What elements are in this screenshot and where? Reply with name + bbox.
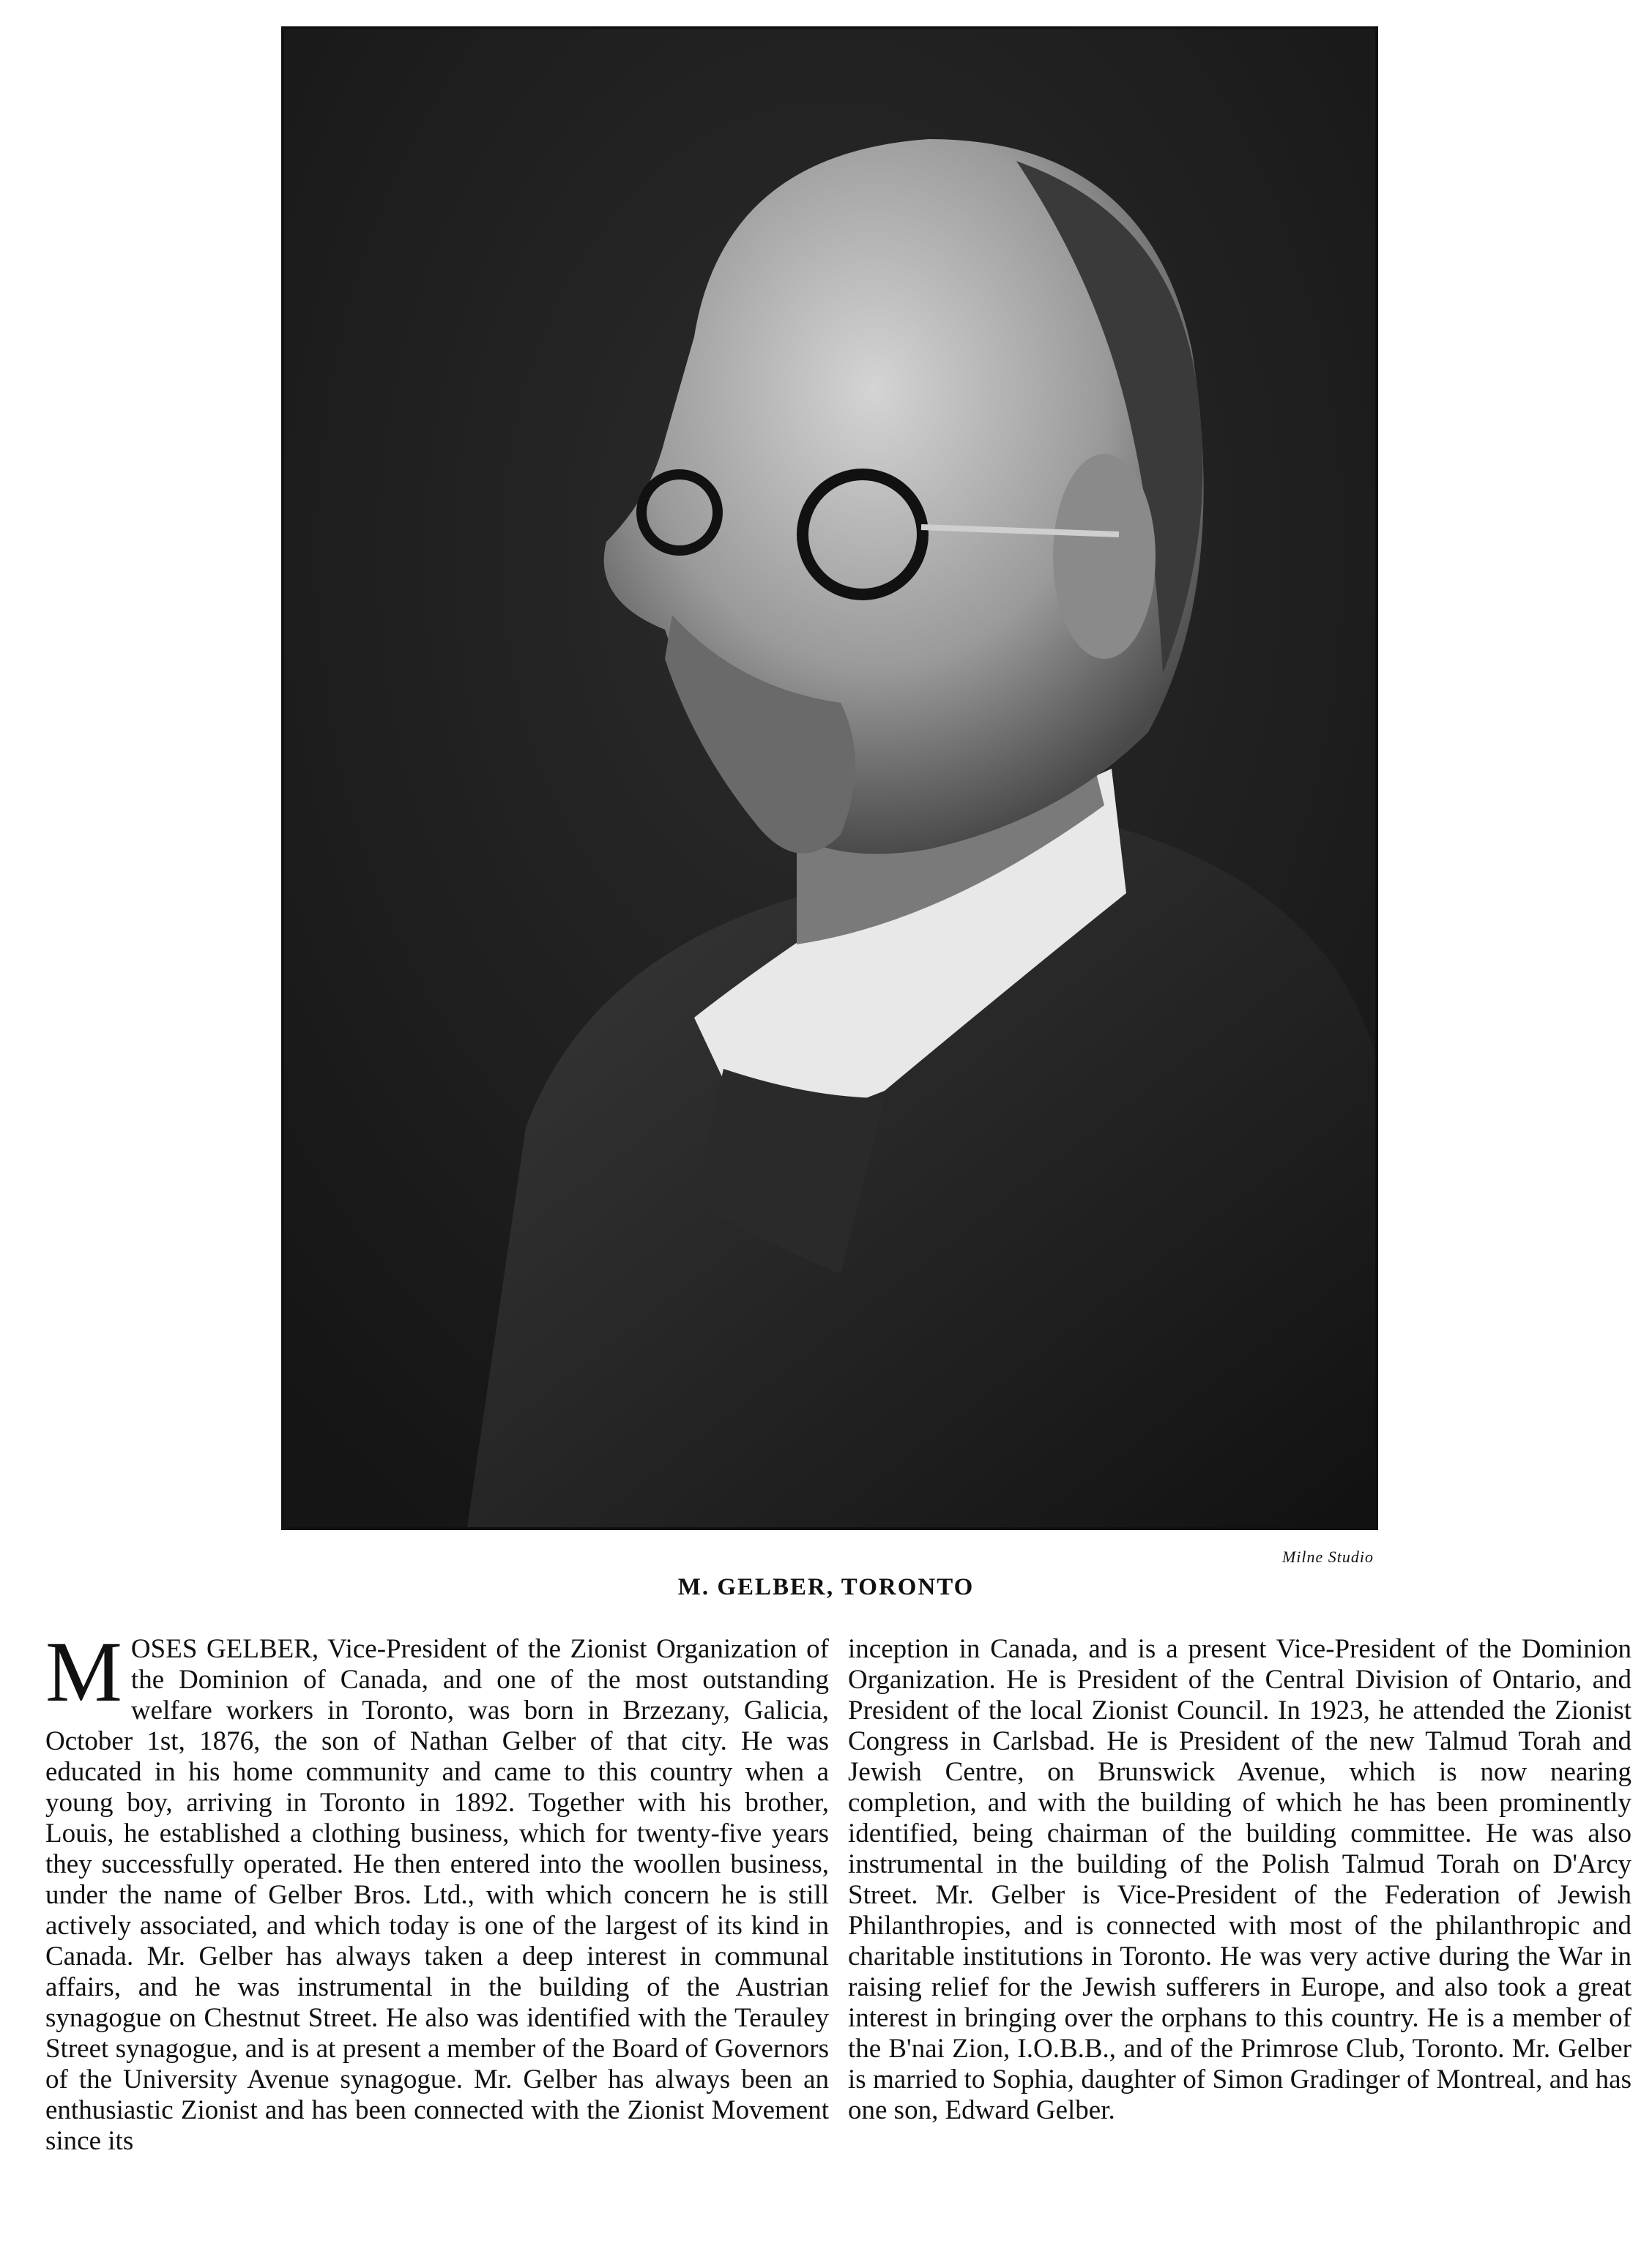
- article-left-column: [45, 1624, 829, 2157]
- photo-credit: Milne Studio: [1281, 1548, 1374, 1566]
- drop-cap: M: [45, 1624, 122, 1720]
- portrait-photo: [281, 26, 1378, 1530]
- photo-caption: M. GELBER, TORONTO: [677, 1574, 975, 1600]
- left-column-text: OSES GELBER, Vice-President of the Zionist Organization of the Dominion of Canada, and one of the most outstanding welfare workers in Toronto, was born in Brzezany, Galicia, October 1st, 1876, the son of Nathan Gelber of that city. He was educated in his home community and came to this country when a young boy, arriving in Toronto in 1892. Together with his brother, Louis, he established a clothing business, which for twenty-five years they successfully operated. He then entered into the woollen business, under the name of Gelber Bros. Ltd., with which concern he is still actively associated, and which today is one of the largest of its kind in Canada. Mr. Gelber has always taken a deep interest in communal affairs, and he was instrumental in the building of the Austrian synagogue on Chestnut Street. He also was identified with the Terauley Street synagogue, and is at present a member of the Board of Governors of the University Avenue synagogue. Mr. Gelber has always been an enthusiastic Zionist and has been connected with the Zionist Movement since its: [45, 1634, 829, 2156]
- portrait-photo-icon: [284, 29, 1375, 1527]
- article-right-column: [848, 1634, 1631, 2126]
- right-column-text: inception in Canada, and is a present Vice-President of the Dominion Organization. He is President of the Central Division of Ontario, and President of the local Zionist Council. In 1923, he attended the Zionist Congress in Carlsbad. He is President of the new Talmud Torah and Jewish Centre, on Brunswick Avenue, which is now nearing completion, and with the building of which he has been prominently identified, being chairman of the building committee. He was also instrumental in the building of the Polish Talmud Torah on D'Arcy Street. Mr. Gelber is Vice-President of the Federation of Jewish Philanthropies, and is connected with most of the philanthropic and charitable institutions in Toronto. He was very active during the War in raising relief for the Jewish sufferers in Europe, and also took a great interest in bringing over the orphans to this country. He is a member of the B'nai Zion, I.O.B.B., and of the Primrose Club, Toronto. Mr. Gelber is married to Sophia, daughter of Simon Gradinger of Montreal, and has one son, Edward Gelber.: [848, 1634, 1631, 2125]
